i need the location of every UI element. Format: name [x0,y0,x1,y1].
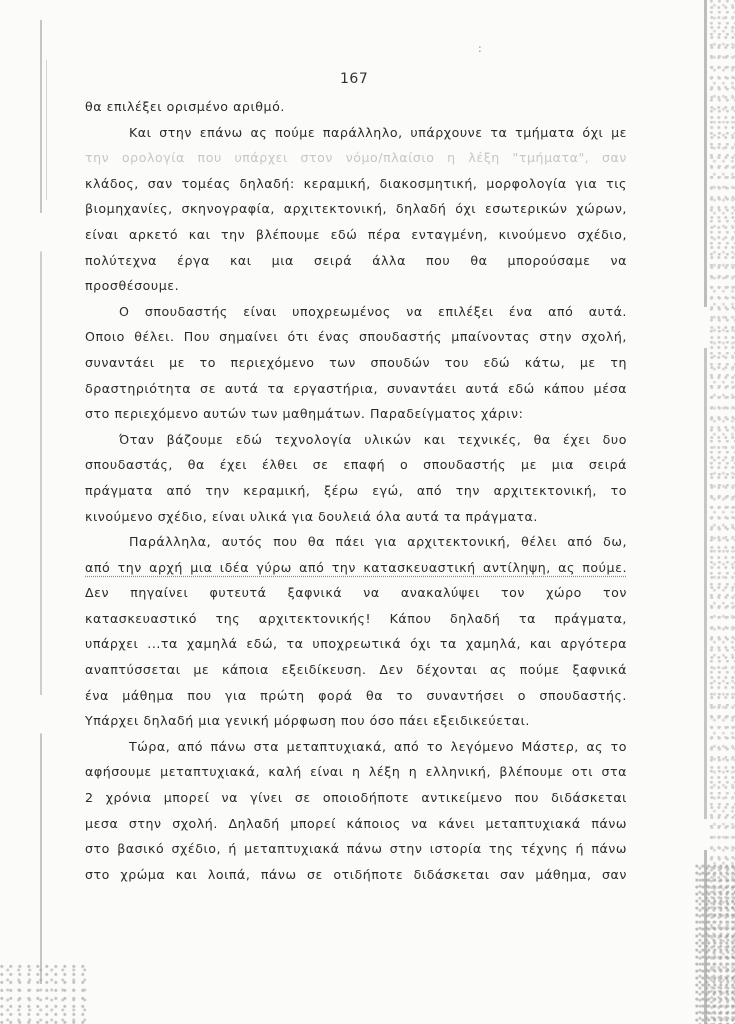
text-line: μεσα στην σχολή. Δηλαδή μπορεί κάποιος να κάνει μεταπτυχιακά πάνω [85,815,627,831]
text-line: Τώρα, από πάνω στα μεταπτυχιακά, από το λεγόμενο Μάστερ, ας το [129,738,627,754]
text-line: σπουδαστάς, θα έχει έλθει σε επαφή ο σπουδαστής με μια σειρά [85,457,627,473]
text-line: κατασκευαστικό της αρχιτεκτονικής! Κάπου δηλαδή τα πράγματα, [85,610,627,626]
text-line: Δεν πηγαίνει φυτευτά ξαφνικά να ανακαλύψει τον χώρο τον [85,585,627,601]
text-line: Όταν βάζουμε εδώ τεχνολογία υλικών και τεχνικές, θα έχει δυο [119,431,627,447]
text-line: κλάδος, σαν τομέας δηλαδή: κεραμική, διακοσμητική, μορφολογία για τις [85,175,627,191]
text-line: Υπάρχει δηλαδή μια γενική μόρφωση που όσο πάει εξειδικεύεται. [85,713,530,729]
text-line: από την αρχή μια ιδέα γύρω από την κατασκευαστική αντίληψη, ας πούμε. [85,559,627,575]
text-line: κινούμενο σχέδιο, είναι υλικά για δουλειά όλα αυτά τα πράγματα. [85,508,538,524]
scan-noise-bottom-left [0,964,90,1024]
scan-edge-left [40,20,42,984]
text-line: στο περιεχόμενο αυτών των μαθημάτων. Παραδείγματος χάριν: [85,406,524,422]
text-line: πράγματα από την κεραμική, ξέρω εγώ, από την αρχιτεκτονική, το [85,482,627,498]
text-line: προσθέσουμε. [85,278,180,294]
scan-edge-left-inner [46,60,47,200]
text-line: θα επιλέξει ορισμένο αριθμό. [85,99,285,114]
scan-noise-bottom-right [695,864,735,1024]
text-line: στο χρώμα και λοιπά, πάνω σε οτιδήποτε διδάσκεται σαν μάθημα, σαν [85,866,627,882]
text-line: Οποιο θέλει. Που σημαίνει ότι ένας σπουδαστής μπαίνοντας στην σχολή, [85,329,627,345]
text-line: την ορολογία που υπάρχει στον νόμο/πλαίσιο η λέξη "τμήματα", σαν [85,150,627,166]
scan-speck: : [478,42,482,55]
text-line: δραστηριότητα σε αυτά τα εργαστήρια, συναντάει αυτά εδώ κάπου μέσα [85,380,627,396]
text-line: Ο σπουδαστής είναι υποχρεωμένος να επιλέξει ένα από αυτά. [119,303,627,319]
text-line: 2 χρόνια μπορεί να γίνει σε οποιοδήποτε αντικείμενο που διδάσκεται [85,790,627,806]
text-line: ένα μάθημα που για πρώτη φορά θα το συναντήσει ο σπουδαστής. [85,687,627,703]
text-line: αφήσουμε μεταπτυχιακά, καλή είναι η λέξη η ελληνική, βλέπουμε οτι στα [85,764,627,780]
text-line: είναι αρκετό και την βλέπουμε εδώ πέρα ενταγμένη, κινούμενο σχέδιο, [85,226,627,242]
text-line: πολύτεχνα έργα και μια σειρά άλλα που θα μπορούσαμε να [85,252,627,268]
text-line: Και στην επάνω ας πούμε παράλληλο, υπάρχουνε τα τμήματα όχι με [129,124,627,140]
text-line: αναπτύσσεται με κάποια εξειδίκευση. Δεν δέχονται ας πούμε ξαφνικά [85,662,627,678]
body-text [85,94,627,887]
text-line: στο βασικό σχέδιο, ή μεταπτυχιακά πάνω στην ιστορία της τέχνης ή πάνω [85,841,627,857]
text-line: συναντάει με το περιεχόμενο των σπουδών του εδώ κάτω, με τη [85,354,627,370]
page-number: 167 [340,71,369,87]
text-line: Παράλληλα, αυτός που θα πάει για αρχιτεκτονική, θέλει από δω, [129,534,627,550]
text-line: βιομηχανίες, σκηνογραφία, αρχιτεκτονική, δηλαδή όχι εσωτερικών χώρων, [85,201,627,217]
text-line: υπάρχει ...τα χαμηλά εδώ, τα υποχρεωτικά όχι τα χαμηλά, και αργότερα [85,636,627,652]
